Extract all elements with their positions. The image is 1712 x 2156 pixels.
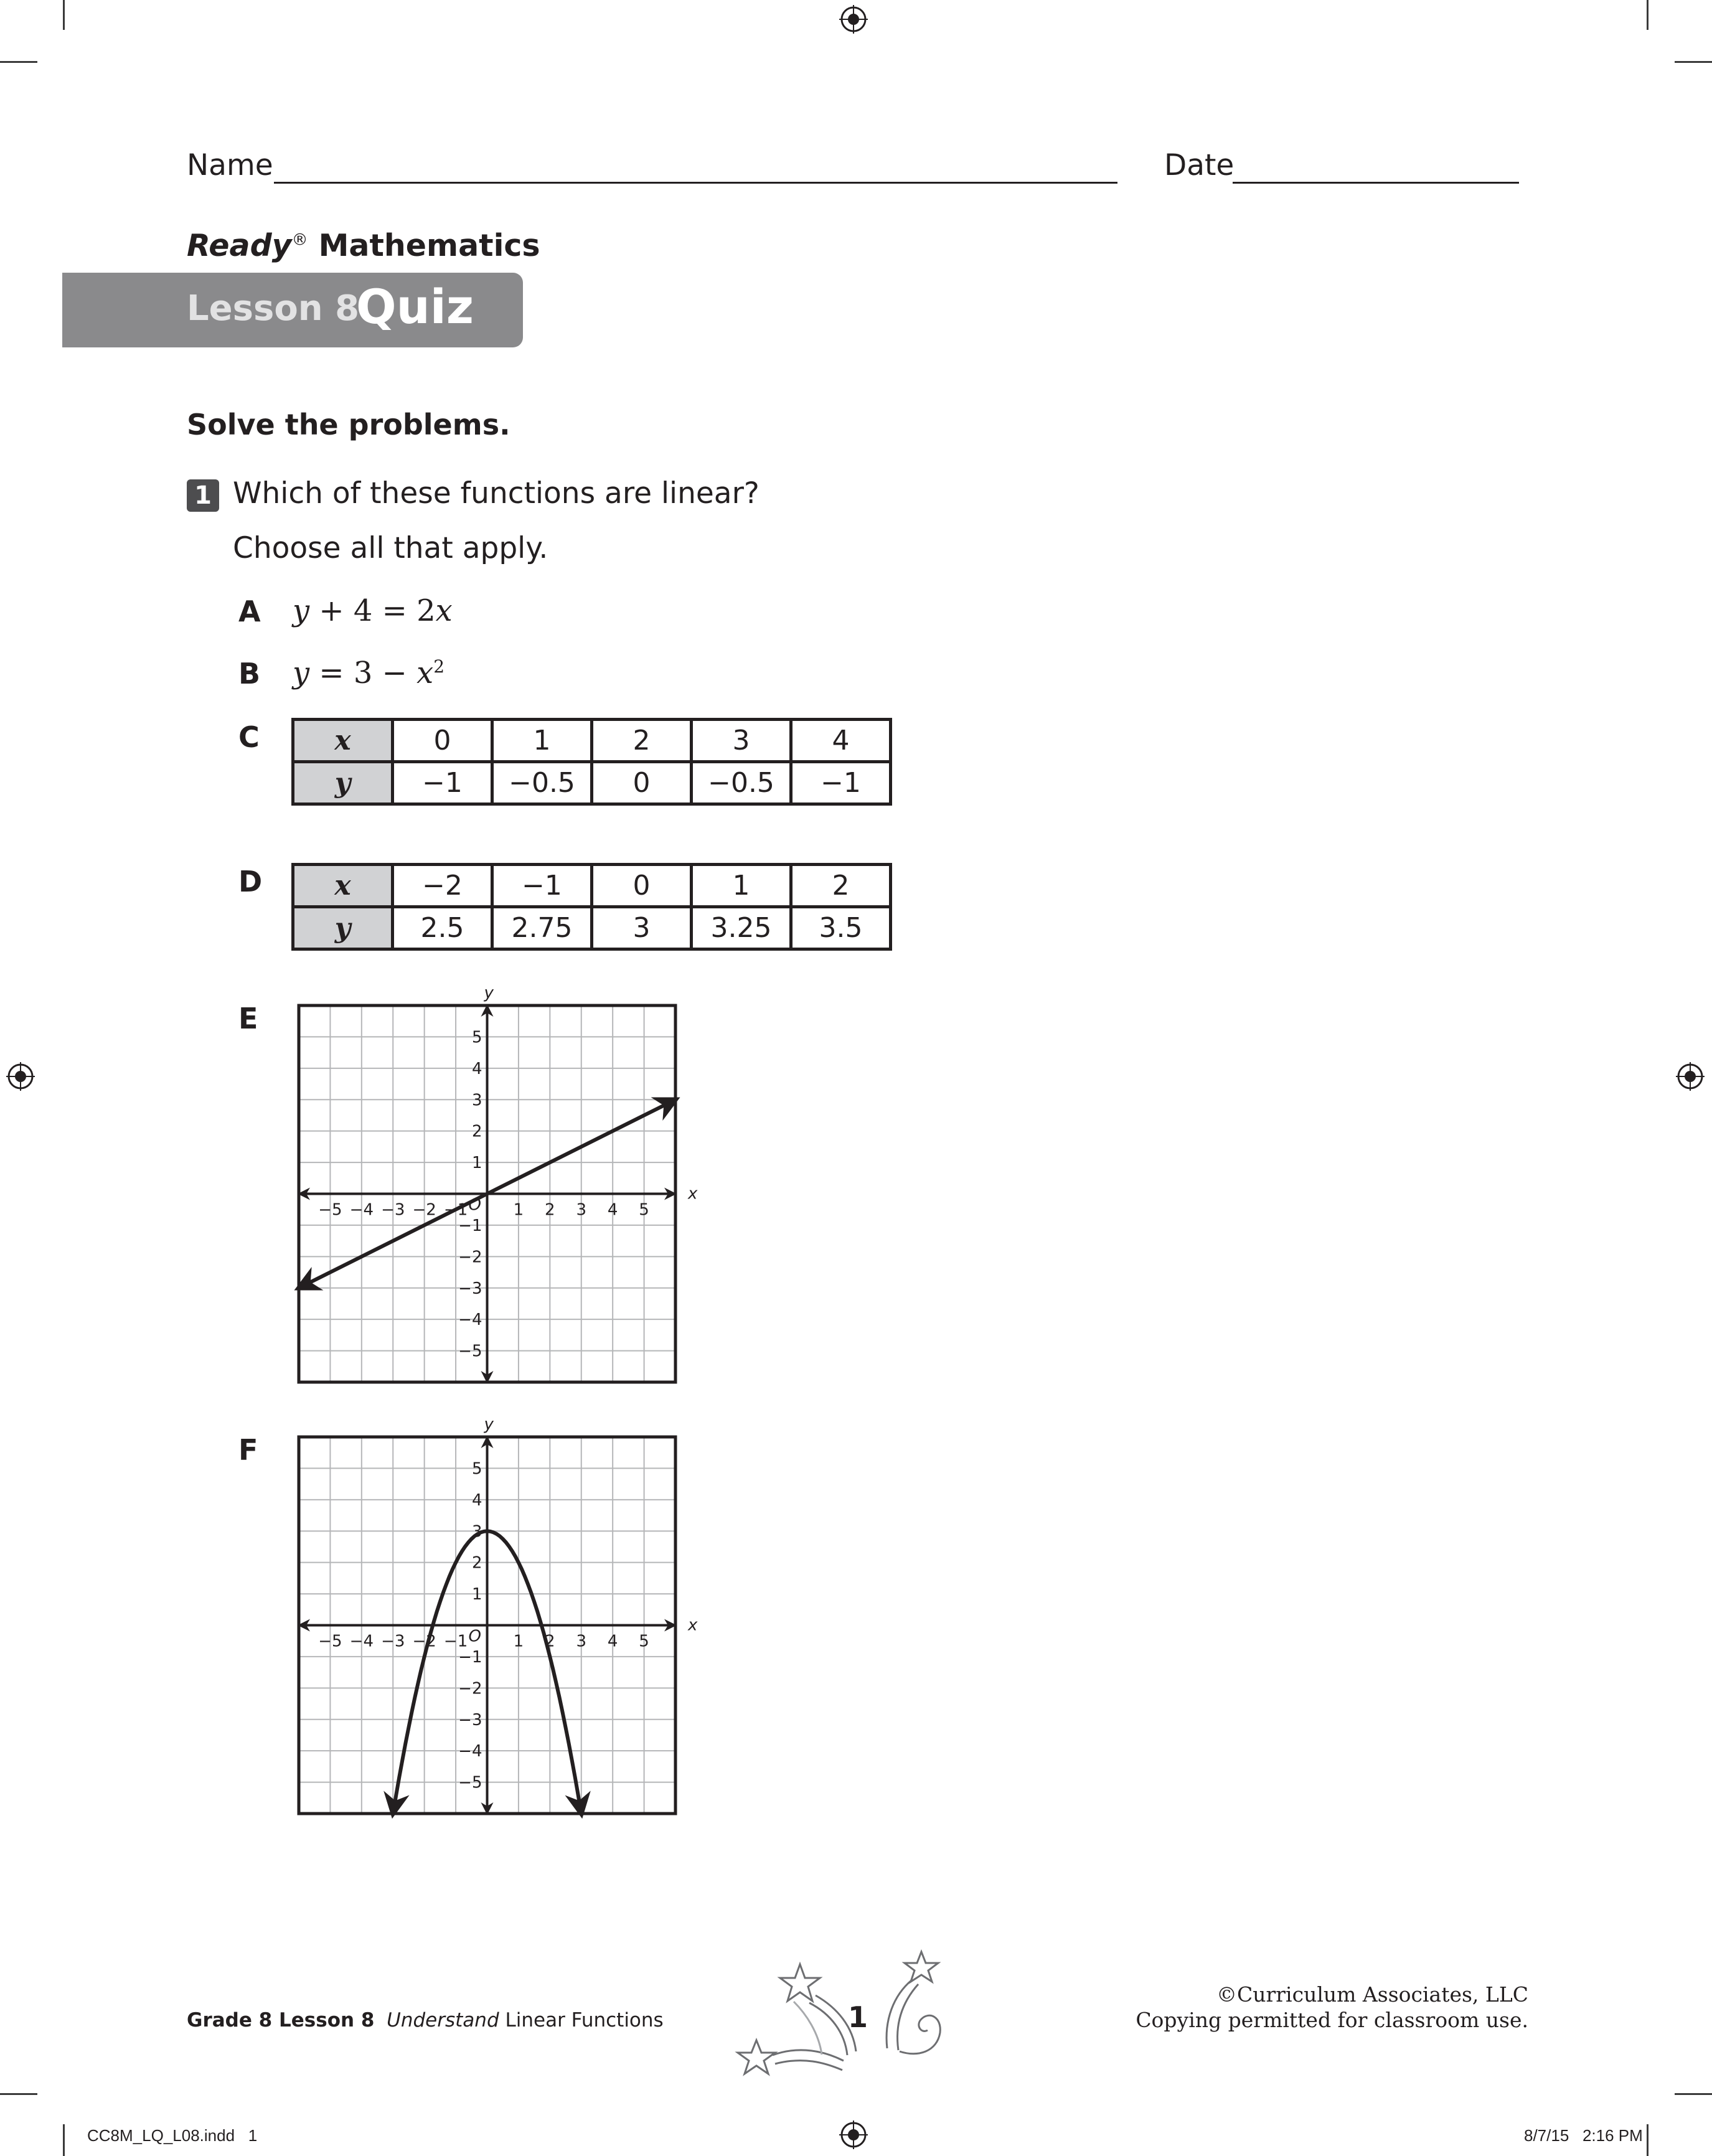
date-field[interactable] bbox=[1233, 179, 1519, 184]
table-cell: 2 bbox=[592, 720, 692, 762]
table-cell: −1 bbox=[492, 865, 592, 907]
x-tick-label: −1 bbox=[443, 1200, 468, 1220]
table-cell: 1 bbox=[692, 865, 791, 907]
lesson-label: Lesson 8 bbox=[187, 288, 360, 329]
table-cell: 3.25 bbox=[692, 907, 791, 949]
table-header-cell: x bbox=[293, 720, 393, 762]
y-tick-label: 2 bbox=[471, 1553, 482, 1573]
option-b-rhs-var: x bbox=[416, 656, 434, 690]
table-row bbox=[293, 720, 891, 762]
table-cell: 2 bbox=[791, 865, 891, 907]
x-tick-label: −2 bbox=[412, 1632, 436, 1651]
crop-mark bbox=[63, 0, 65, 30]
x-axis-label: x bbox=[688, 1616, 698, 1635]
table-cell: 2.5 bbox=[393, 907, 492, 949]
name-label: Name bbox=[187, 148, 273, 182]
x-tick-label: 1 bbox=[513, 1632, 524, 1651]
footer-topic-rest: Linear Functions bbox=[505, 2009, 664, 2031]
x-tick-label: 3 bbox=[576, 1632, 587, 1651]
y-tick-label: −2 bbox=[458, 1679, 482, 1698]
registration-mark-icon bbox=[6, 1062, 35, 1091]
table-cell: 2.75 bbox=[492, 907, 592, 949]
x-tick-label: 3 bbox=[576, 1200, 587, 1220]
table-cell: 3.5 bbox=[791, 907, 891, 949]
x-tick-label: −5 bbox=[318, 1200, 342, 1220]
brand-subject: Mathematics bbox=[318, 228, 540, 263]
y-tick-label: 2 bbox=[471, 1122, 482, 1141]
table-cell: 0 bbox=[393, 720, 492, 762]
option-b-exponent: 2 bbox=[433, 656, 445, 677]
graph-f bbox=[268, 1409, 703, 1820]
crop-mark bbox=[1647, 2124, 1649, 2156]
y-tick-label: 5 bbox=[471, 1028, 482, 1047]
table-header-cell: y bbox=[293, 762, 393, 804]
y-tick-label: −1 bbox=[458, 1647, 482, 1667]
y-tick-label: −4 bbox=[458, 1311, 482, 1330]
instructions-heading: Solve the problems. bbox=[187, 408, 510, 441]
registration-mark-icon bbox=[839, 2121, 868, 2149]
y-tick-label: −2 bbox=[458, 1248, 482, 1267]
table-cell: −0.5 bbox=[492, 762, 592, 804]
quiz-label: Quiz bbox=[356, 279, 474, 334]
option-f-letter[interactable]: F bbox=[238, 1433, 258, 1467]
table-cell: −1 bbox=[791, 762, 891, 804]
y-tick-label: 5 bbox=[471, 1459, 482, 1479]
crop-mark bbox=[1675, 61, 1712, 63]
question-number-badge: 1 bbox=[187, 479, 219, 512]
option-d-letter[interactable]: D bbox=[238, 865, 263, 898]
date-label: Date bbox=[1164, 148, 1235, 182]
crop-mark bbox=[0, 2093, 37, 2095]
y-axis-label: y bbox=[484, 1415, 494, 1434]
option-e-letter[interactable]: E bbox=[238, 1002, 258, 1035]
x-tick-label: 4 bbox=[607, 1632, 618, 1651]
crop-mark bbox=[1675, 2093, 1712, 2095]
table-row bbox=[293, 865, 891, 907]
table-cell: −1 bbox=[393, 762, 492, 804]
y-tick-label: 1 bbox=[471, 1585, 482, 1604]
y-tick-label: −4 bbox=[458, 1742, 482, 1761]
table-cell: 4 bbox=[791, 720, 891, 762]
slug-date: 8/7/15 2:16 PM bbox=[1524, 2126, 1643, 2145]
x-tick-label: −5 bbox=[318, 1632, 342, 1651]
y-axis-label: y bbox=[484, 984, 494, 1002]
stars-decoration-icon bbox=[731, 1946, 956, 2083]
question-subprompt: Choose all that apply. bbox=[233, 531, 548, 565]
copyright-line-2: Copying permitted for classroom use. bbox=[1136, 2008, 1528, 2032]
option-a-rhs-var: x bbox=[435, 593, 453, 628]
x-tick-label: 1 bbox=[513, 1200, 524, 1220]
y-tick-label: −3 bbox=[458, 1710, 482, 1730]
crop-mark bbox=[0, 61, 37, 63]
y-tick-label: 4 bbox=[471, 1059, 482, 1078]
x-tick-label: 2 bbox=[545, 1200, 555, 1220]
name-field[interactable] bbox=[274, 179, 1117, 184]
brand-registered: ® bbox=[291, 230, 308, 250]
x-tick-label: 2 bbox=[545, 1632, 555, 1651]
x-tick-label: 4 bbox=[607, 1200, 618, 1220]
x-tick-label: −2 bbox=[412, 1200, 436, 1220]
x-tick-label: −4 bbox=[349, 1200, 374, 1220]
copyright-line-1: ©Curriculum Associates, LLC bbox=[1216, 1982, 1528, 2007]
registration-mark-icon bbox=[839, 5, 868, 34]
y-tick-label: 4 bbox=[471, 1490, 482, 1510]
option-a-lhs-var: y bbox=[293, 593, 310, 628]
y-tick-label: 1 bbox=[471, 1154, 482, 1173]
table-cell: −0.5 bbox=[692, 762, 791, 804]
table-cell: 0 bbox=[592, 865, 692, 907]
slug-filename: CC8M_LQ_L08.indd 1 bbox=[87, 2126, 258, 2145]
crop-mark bbox=[63, 2124, 65, 2156]
table-cell: 3 bbox=[592, 907, 692, 949]
footer-copyright bbox=[1121, 1982, 1528, 2033]
option-c-table bbox=[291, 718, 892, 806]
x-axis-label: x bbox=[688, 1184, 698, 1203]
brand-title bbox=[187, 228, 540, 263]
table-cell: −2 bbox=[393, 865, 492, 907]
table-cell: 1 bbox=[492, 720, 592, 762]
graph-e bbox=[268, 977, 703, 1388]
origin-label: O bbox=[468, 1627, 481, 1646]
y-tick-label: −5 bbox=[458, 1342, 482, 1361]
crop-mark bbox=[1647, 0, 1649, 30]
x-tick-label: −3 bbox=[381, 1632, 405, 1651]
brand-ready: Ready bbox=[187, 228, 292, 263]
y-tick-label: −3 bbox=[458, 1279, 482, 1298]
table-row bbox=[293, 907, 891, 949]
option-b-letter[interactable]: B bbox=[238, 657, 261, 690]
table-row bbox=[293, 762, 891, 804]
option-a-equation bbox=[293, 593, 453, 628]
option-b-rest: = 3 − bbox=[309, 656, 417, 690]
y-tick-label: −5 bbox=[458, 1773, 482, 1792]
y-tick-label: 3 bbox=[471, 1522, 482, 1542]
footer-topic-italic: Understand bbox=[387, 2009, 499, 2031]
option-b-equation bbox=[293, 656, 444, 690]
registration-mark-icon bbox=[1676, 1062, 1705, 1091]
y-tick-label: −1 bbox=[458, 1216, 482, 1235]
table-header-cell: y bbox=[293, 907, 393, 949]
option-a-letter[interactable]: A bbox=[238, 595, 261, 628]
x-tick-label: −3 bbox=[381, 1200, 405, 1220]
option-c-letter[interactable]: C bbox=[238, 720, 260, 754]
option-d-table bbox=[291, 863, 892, 951]
option-b-lhs-var: y bbox=[293, 656, 310, 690]
option-a-rest: + 4 = 2 bbox=[309, 593, 436, 628]
x-tick-label: −1 bbox=[443, 1632, 468, 1651]
y-tick-label: 3 bbox=[471, 1091, 482, 1110]
table-header-cell: x bbox=[293, 865, 393, 907]
x-tick-label: 5 bbox=[639, 1200, 649, 1220]
table-cell: 0 bbox=[592, 762, 692, 804]
x-tick-label: −4 bbox=[349, 1632, 374, 1651]
origin-label: O bbox=[468, 1195, 481, 1215]
x-tick-label: 5 bbox=[639, 1632, 649, 1651]
footer-grade-lesson: Grade 8 Lesson 8 bbox=[187, 2009, 375, 2031]
page-number: 1 bbox=[848, 2000, 868, 2034]
table-cell: 3 bbox=[692, 720, 791, 762]
question-prompt: Which of these functions are linear? bbox=[233, 476, 760, 511]
footer-course-info bbox=[187, 2009, 664, 2031]
